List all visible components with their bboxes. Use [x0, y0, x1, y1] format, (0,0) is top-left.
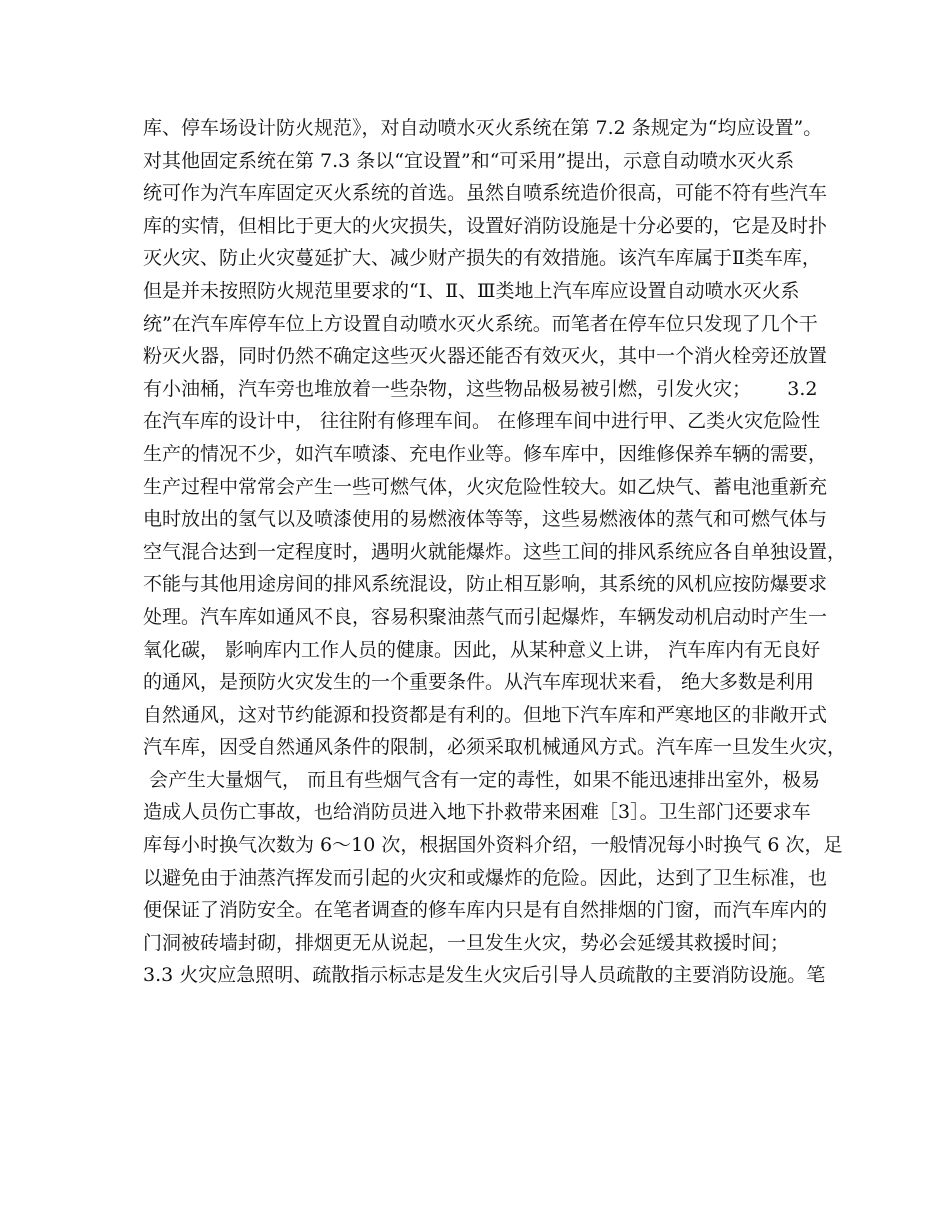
- text-line: 库每小时换气次数为 6～10 次，根据国外资料介绍，一般情况每小时换气 6 次，足: [143, 834, 843, 857]
- text-line: 粉灭火器，同时仍然不确定这些灭火器还能否有效灭火，其中一个消火栓旁还放置: [143, 345, 828, 368]
- text-line: 便保证了消防安全。在笔者调查的修车库内只是有自然排烟的门窗，而汽车库内的: [143, 899, 828, 922]
- text-line: 门洞被砖墙封砌，排烟更无从说起，一旦发生火灾，势必会延缓其救援时间；: [143, 931, 790, 954]
- text-line: 统可作为汽车库固定灭火系统的首选。虽然自喷系统造价很高，可能不符有些汽车: [143, 182, 828, 205]
- text-line: 生产过程中常常会产生一些可燃气体，火灾危险性较大。如乙炔气、蓄电池重新充: [143, 475, 828, 498]
- text-line: 会产生大量烟气， 而且有些烟气含有一定的毒性，如果不能迅速排出室外，极易: [143, 768, 821, 791]
- text-line: 对其他固定系统在第 7.3 条以“宜设置”和“可采用”提出，示意自动喷水灭火系: [143, 149, 795, 172]
- text-line: 空气混合达到一定程度时，遇明火就能爆炸。这些工间的排风系统应各自单独设置，: [143, 540, 847, 563]
- text-line: 造成人员伤亡事故，也给消防员进入地下扑救带来困难［3］。卫生部门还要求车: [143, 801, 811, 824]
- text-line: 在汽车库的设计中， 往往附有修理车间。 在修理车间中进行甲、乙类火灾危险性: [143, 410, 821, 433]
- text-line: 电时放出的氢气以及喷漆使用的易燃液体等等，这些易燃液体的蒸气和可燃气体与: [143, 508, 828, 531]
- text-line: 库的实情，但相比于更大的火灾损失，设置好消防设施是十分必要的，它是及时扑: [143, 214, 828, 237]
- text-line: 灭火灾、防止火灾蔓延扩大、减少财产损失的有效措施。该汽车库属于Ⅱ类车库，: [143, 247, 821, 270]
- text-line: 的通风，是预防火灾发生的一个重要条件。从汽车库现状来看， 绝大多数是利用: [143, 671, 815, 694]
- text-line: 3.3 火灾应急照明、疏散指示标志是发生火灾后引导人员疏散的主要消防设施。笔: [143, 964, 826, 987]
- text-line: 有小油桶，汽车旁也堆放着一些杂物，这些物品极易被引燃，引发火灾； 3.2: [143, 377, 818, 400]
- text-line: 处理。汽车库如通风不良，容易积聚油蒸气而引起爆炸，车辆发动机启动时产生一: [143, 605, 828, 628]
- text-line: 生产的情况不少，如汽车喷漆、充电作业等。修车库中，因维修保养车辆的需要，: [143, 442, 828, 465]
- text-line: 不能与其他用途房间的排风系统混设，防止相互影响，其系统的风机应按防爆要求: [143, 573, 828, 596]
- text-line: 统”在汽车库停车位上方设置自动喷水灭火系统。而笔者在停车位只发现了几个干: [143, 312, 818, 335]
- text-line: 但是并未按照防火规范里要求的“Ⅰ、Ⅱ、Ⅲ类地上汽车库应设置自动喷水灭火系: [143, 279, 800, 302]
- body-text: [143, 112, 847, 992]
- text-line: 以避免由于油蒸汽挥发而引起的火灾和或爆炸的危险。因此，达到了卫生标准，也: [143, 866, 828, 889]
- text-line: 库、停车场设计防火规范》，对自动喷水灭火系统在第 7.2 条规定为“均应设置”。: [143, 117, 823, 139]
- text-line: 汽车库，因受自然通风条件的限制，必须采取机械通风方式。汽车库一旦发生火灾，: [143, 736, 847, 759]
- text-line: 氧化碳， 影响库内工作人员的健康。因此，从某种意义上讲， 汽车库内有无良好: [143, 638, 821, 661]
- text-line: 自然通风，这对节约能源和投资都是有利的。但地下汽车库和严寒地区的非敞开式: [143, 703, 828, 726]
